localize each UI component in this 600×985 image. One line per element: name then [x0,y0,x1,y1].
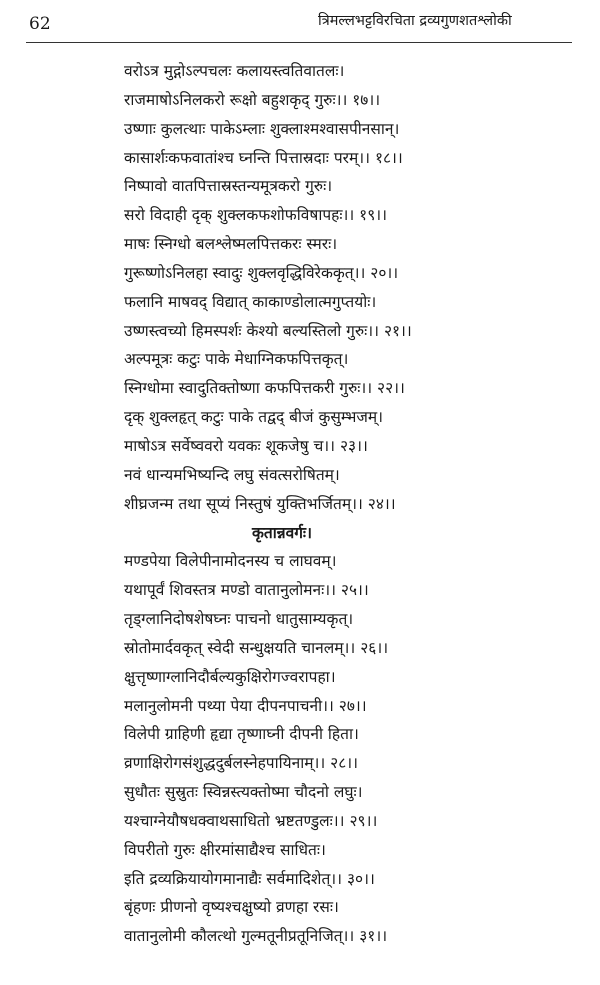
verse-line: फलानि माषवद् विद्यात् काकाण्डोलात्मगुप्तयोः। [124,292,377,311]
verse-line: वातानुलोमी कौलत्थो गुल्मतूनीप्रतूनिजित्।। ३१।। [124,927,388,946]
verse-line: कासार्शःकफवातांश्च घ्नन्ति पित्तास्रदाः परम्।। १८।। [124,148,403,167]
verse-line: माषोऽत्र सर्वेष्ववरो यवकः शूकजेषु च।। २३।। [124,436,368,455]
verse-line: माषः स्निग्धो बलश्लेष्मलपित्तकरः स्मरः। [124,235,338,254]
verse-line: सुधौतः सुस्रुतः स्विन्नस्त्यक्तोष्मा चौदनो लघुः। [124,783,363,802]
verse-line: वरोऽत्र मुद्गोऽल्पचलः कलायस्त्वतिवातलः। [124,62,345,80]
verse-line: निष्पावो वातपित्तास्रस्तन्यमूत्रकरो गुरुः। [124,177,333,196]
verse-line: क्षुत्तृष्णाग्लानिदौर्बल्यकुक्षिरोगज्वरापहा। [124,667,336,686]
verse-line: यश्चाग्नेयौषधक्वाथसाधितो भ्रष्टतण्डुलः।। २९।। [124,811,378,830]
verse-line: शीघ्रजन्म तथा सूप्यं निस्तुषं युक्तिभर्जितम्।। २४।। [124,494,396,513]
verse-line: उष्णस्त्वच्यो हिमस्पर्शः केश्यो बल्यस्तिलो गुरुः।। २१।। [124,321,412,340]
verse-line: व्रणाक्षिरोगसंशुद्धदुर्बलस्नेहपायिनाम्।। २८।। [124,754,359,773]
verse-line: गुरूष्णोऽनिलहा स्वादुः शुक्लवृद्धिविरेककृत्।। २०।। [124,263,399,282]
verse-line: मलानुलोमनी पथ्या पेया दीपनपाचनी।। २७।। [124,696,367,715]
running-title: त्रिमल्लभट्टविरचिता द्रव्यगुणशतश्लोकी [318,13,512,29]
verse-line: अल्पमूत्रः कटुः पाके मेधाग्निकफपित्तकृत्। [124,350,349,369]
section-heading: कृतान्नवर्गः। [252,523,312,542]
verse-line: दृक् शुक्लहृत् कटुः पाके तद्वद् बीजं कुसुम्भजम्। [124,408,384,427]
verse-line: विपरीतो गुरुः क्षीरमांसाद्यैश्च साधितः। [124,840,326,859]
verse-line: विलेपी ग्राहिणी हृद्या तृष्णाघ्नी दीपनी हिता। [124,725,359,744]
verse-line: राजमाषोऽनिलकरो रूक्षो बहुशकृद् गुरुः।। १७।। [124,90,381,109]
verse-line: यथापूर्वं शिवस्तत्र मण्डो वातानुलोमनः।। २५।। [124,581,369,600]
verse-line: तृड्ग्लानिदोषशेषघ्नः पाचनो धातुसाम्यकृत्। [124,610,354,629]
verse-line: स्रोतोमार्दवकृत् स्वेदी सन्धुक्षयति चानलम्।। २६।। [124,638,389,657]
verse-line: मण्डपेया विलेपीनामोदनस्य च लाघवम्। [124,552,337,571]
page-number: 62 [29,14,51,34]
verse-block [124,57,524,951]
verse-line: नवं धान्यमभिष्यन्दि लघु संवत्सरोषितम्। [124,465,340,484]
verse-line: बृंहणः प्रीणनो वृष्यश्चक्षुष्यो व्रणहा रसः। [124,898,339,917]
verse-line: स्निग्धोमा स्वादुतिक्तोष्णा कफपित्तकरी गुरुः।। २२।। [124,379,405,398]
header-rule [26,42,572,43]
verse-line: उष्णाः कुलत्थाः पाकेऽम्लाः शुक्लाश्मश्वासपीनसान्। [124,119,400,138]
verse-line: इति द्रव्यक्रियायोगमानाद्यैः सर्वमादिशेत्।। ३०।। [124,869,375,888]
verse-line: सरो विदाही दृक् शुक्लकफशोफविषापहः।। १९।। [124,206,388,225]
